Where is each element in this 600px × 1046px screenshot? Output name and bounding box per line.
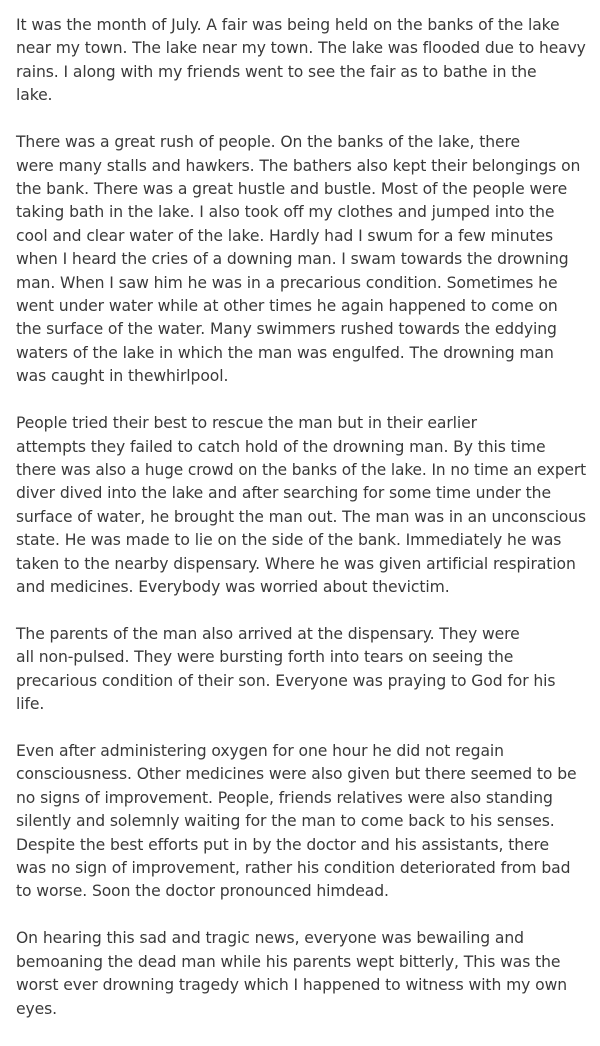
text-line: cool and clear water of the lake. Hardly had I swum for a few minutes <box>16 226 553 245</box>
text-line: no signs of improvement. People, friends relatives were also standing <box>16 788 553 807</box>
text-line: consciousness. Other medicines were also given but there seemed to be <box>16 765 577 784</box>
text-line: Despite the best efforts put in by the doctor and his assistants, there <box>16 835 549 854</box>
text-line: life. <box>16 695 45 714</box>
text-line: eyes. <box>16 999 57 1018</box>
text-line: bemoaning the dead man while his parents wept bitterly, This was the <box>16 952 561 971</box>
text-line: taking bath in the lake. I also took off my clothes and jumped into the <box>16 203 555 222</box>
paragraph-6 <box>16 927 586 1021</box>
text-line: near my town. The lake near my town. The lake was flooded due to heavy <box>16 39 586 58</box>
text-line: man. When I saw him he was in a precarious condition. Sometimes he <box>16 273 558 292</box>
text-line: there was also a huge crowd on the banks of the lake. In no time an expert <box>16 460 587 479</box>
paragraph-4 <box>16 623 586 717</box>
text-line: to worse. Soon the doctor pronounced himdead. <box>16 882 389 901</box>
text-line: was caught in thewhirlpool. <box>16 367 229 386</box>
essay-document <box>16 14 586 1044</box>
text-line: It was the month of July. A fair was being held on the banks of the lake <box>16 16 560 34</box>
text-line: when I heard the cries of a downing man. I swam towards the drowning <box>16 250 569 269</box>
text-line: all non-pulsed. They were bursting forth into tears on seeing the <box>16 648 514 667</box>
text-line: state. He was made to lie on the side of the bank. Immediately he was <box>16 531 562 550</box>
text-line: attempts they failed to catch hold of the drowning man. By this time <box>16 437 546 456</box>
paragraph-2 <box>16 131 586 388</box>
text-line: lake. <box>16 86 53 105</box>
text-line: waters of the lake in which the man was engulfed. The drowning man <box>16 343 554 362</box>
text-line: Even after administering oxygen for one hour he did not regain <box>16 741 504 760</box>
text-line: and medicines. Everybody was worried about thevictim. <box>16 577 450 596</box>
paragraph-3 <box>16 412 586 599</box>
text-line: On hearing this sad and tragic news, everyone was bewailing and <box>16 929 524 948</box>
paragraph-5 <box>16 740 586 904</box>
text-line: was no sign of improvement, rather his condition deteriorated from bad <box>16 859 571 877</box>
text-line: diver dived into the lake and after searching for some time under the <box>16 484 551 503</box>
text-line: The parents of the man also arrived at the dispensary. They were <box>16 624 520 643</box>
text-line: silently and solemnly waiting for the man to come back to his senses. <box>16 812 555 831</box>
text-line: surface of water, he brought the man out. The man was in an unconscious <box>16 507 586 526</box>
text-line: were many stalls and hawkers. The bathers also kept their belongings on <box>16 156 581 175</box>
text-line: taken to the nearby dispensary. Where he was given artificial respiration <box>16 554 576 573</box>
text-line: worst ever drowning tragedy which I happened to witness with my own <box>16 976 568 995</box>
text-line: went under water while at other times he again happened to come on <box>16 296 558 315</box>
text-line: precarious condition of their son. Everyone was praying to God for his <box>16 671 556 690</box>
text-line: People tried their best to rescue the man but in their earlier <box>16 414 477 433</box>
text-line: rains. I along with my friends went to see the fair as to bathe in the <box>16 62 537 81</box>
text-line: There was a great rush of people. On the banks of the lake, there <box>16 133 520 152</box>
paragraph-1 <box>16 14 586 108</box>
text-line: the surface of the water. Many swimmers rushed towards the eddying <box>16 320 557 339</box>
text-line: the bank. There was a great hustle and bustle. Most of the people were <box>16 179 568 198</box>
